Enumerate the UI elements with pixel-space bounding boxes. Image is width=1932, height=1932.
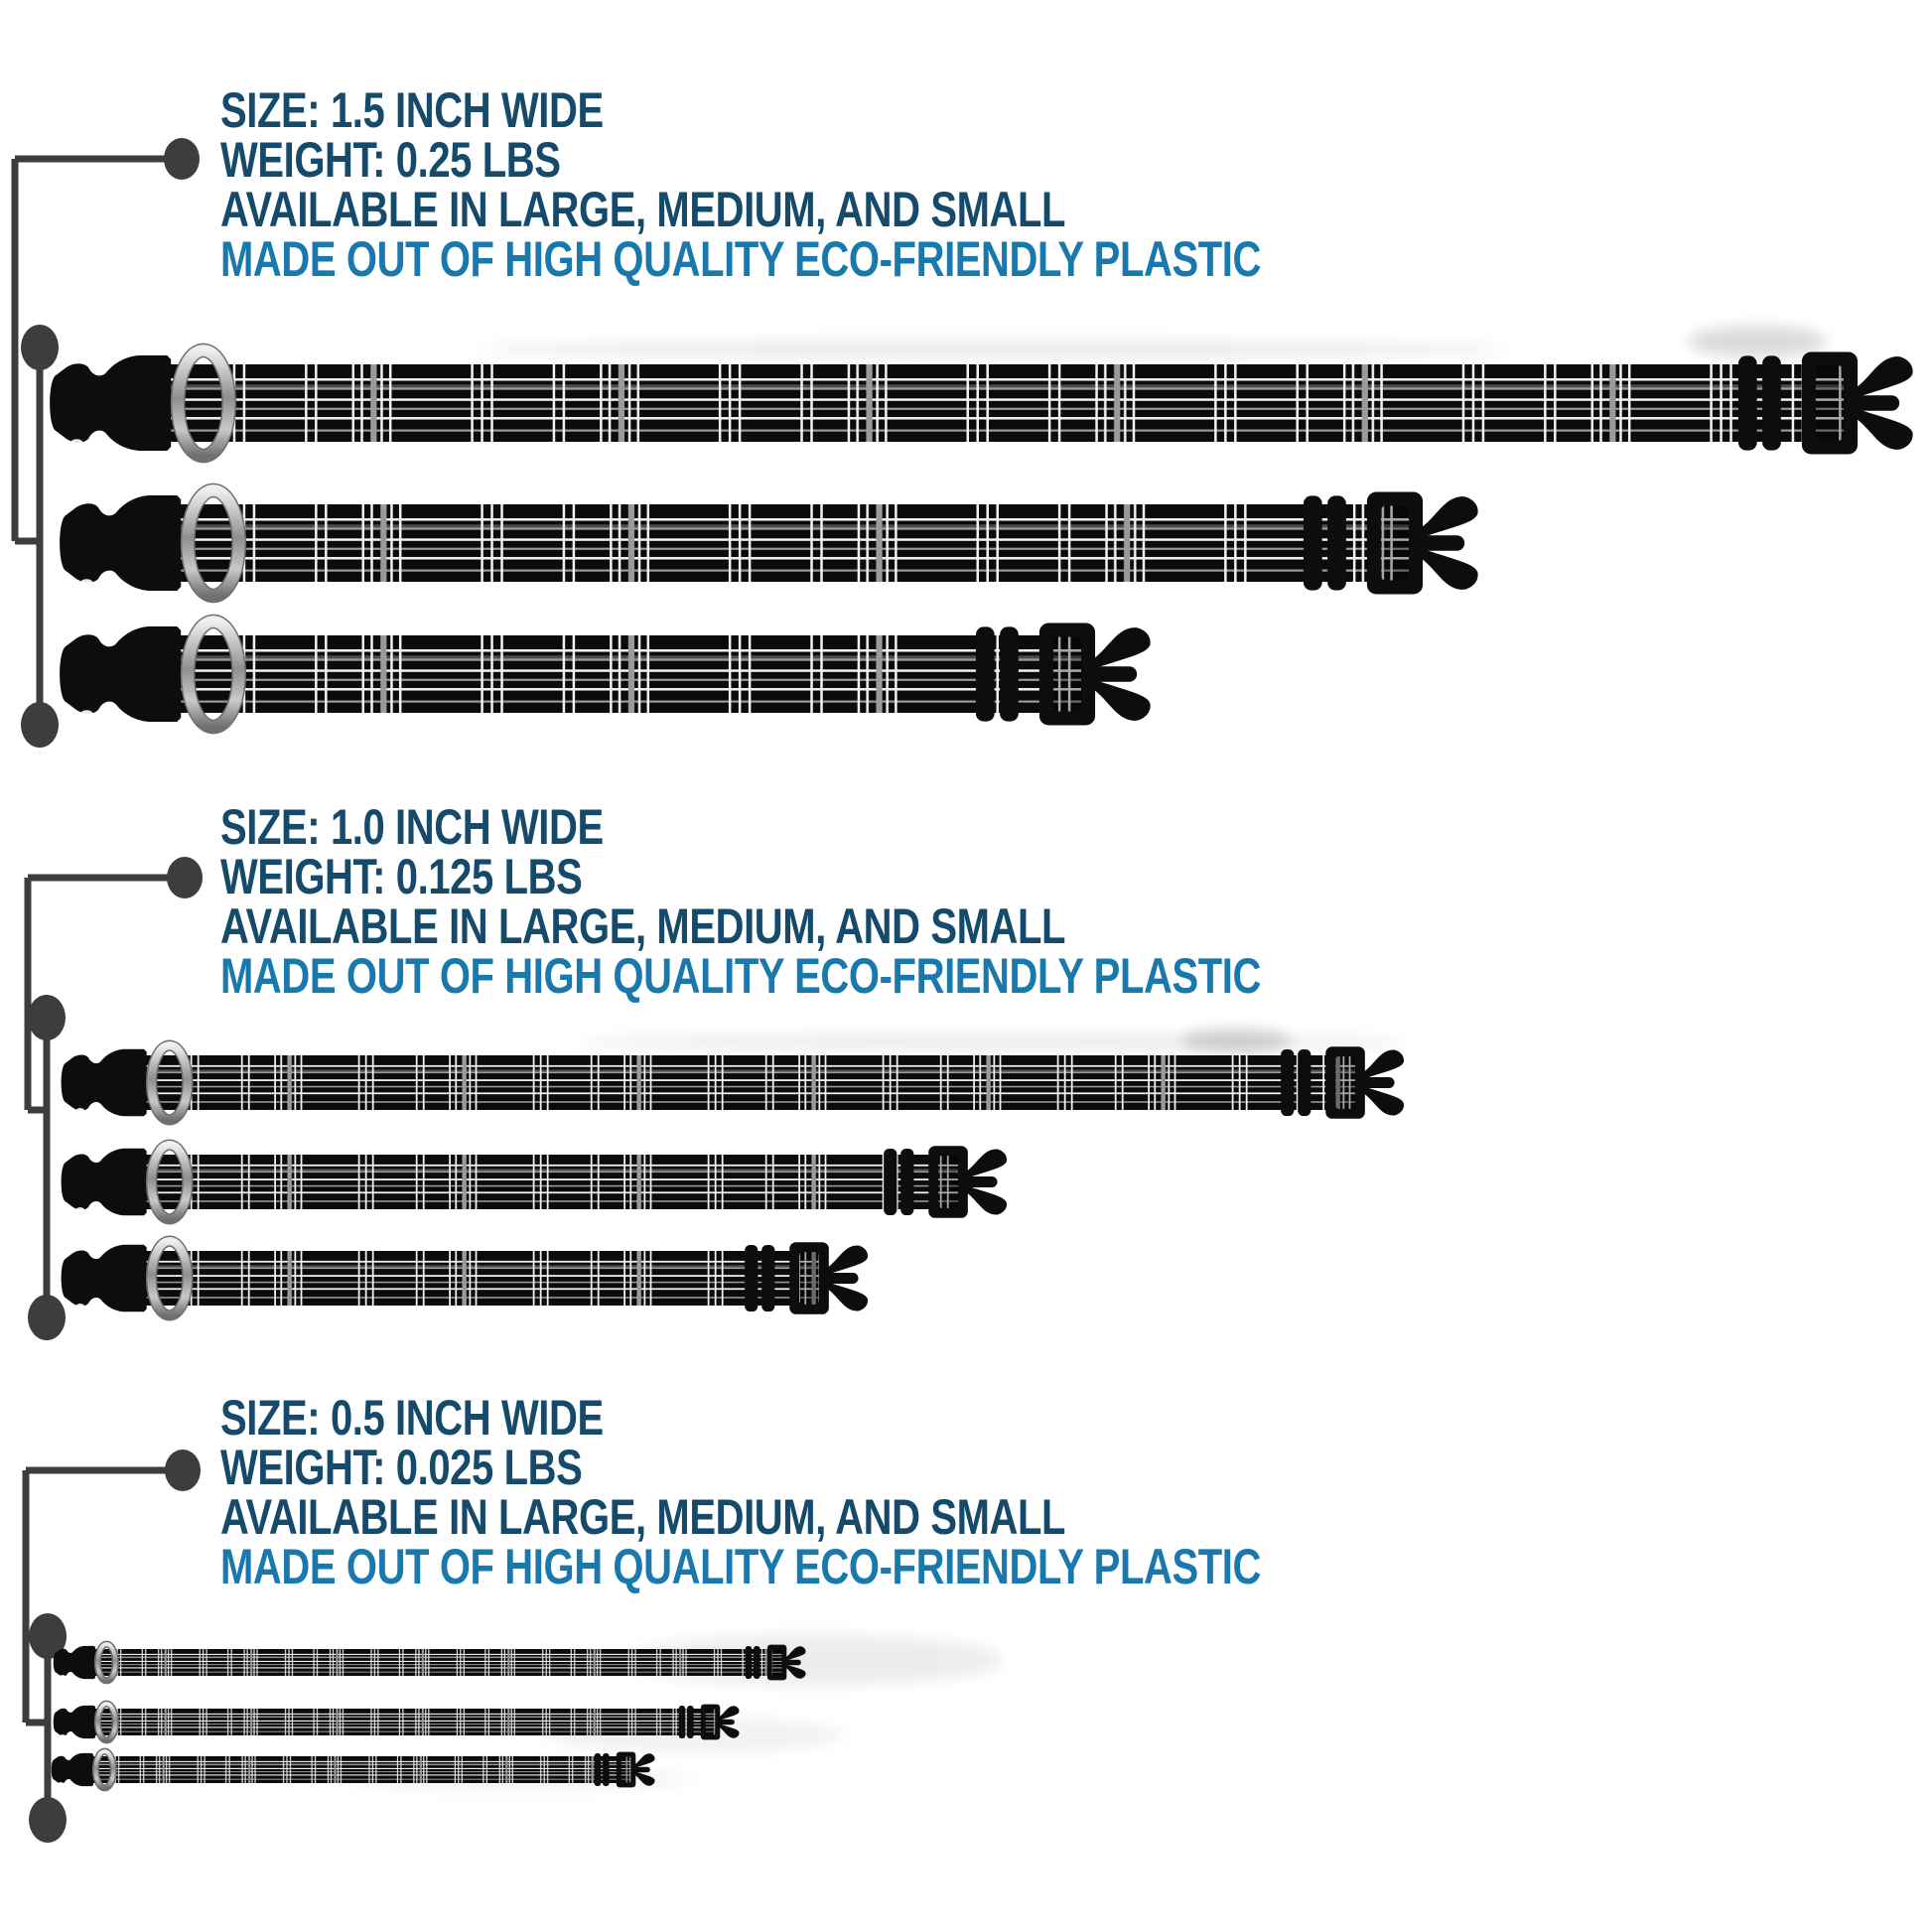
- buckle-female: [62, 1049, 147, 1117]
- weight-label: WEIGHT: 0.25 LBS: [220, 132, 561, 188]
- buckle-notch: [75, 1207, 84, 1213]
- buckle-male-prong: [1417, 547, 1478, 590]
- tri-glide-slider: [976, 626, 995, 721]
- availability-label: AVAILABLE IN LARGE, MEDIUM, AND SMALL: [220, 898, 1066, 954]
- tri-glide-slider: [687, 1706, 693, 1738]
- buckle-male-prong: [1360, 1049, 1404, 1079]
- buckle-male-prong: [1854, 395, 1899, 411]
- buckle-male-prong: [633, 1753, 654, 1768]
- availability-label: AVAILABLE IN LARGE, MEDIUM, AND SMALL: [220, 182, 1066, 237]
- buckle-male-window-shade: [621, 1757, 631, 1783]
- weight-label: WEIGHT: 0.025 LBS: [220, 1440, 583, 1495]
- photo-smudge: [1181, 1028, 1291, 1053]
- buckle-male-window-shade: [1335, 1056, 1355, 1109]
- collar-strap: [80, 1709, 711, 1735]
- buckle-male-window-shade: [938, 1156, 958, 1208]
- collar-medium: [54, 1704, 740, 1740]
- buckle-male-prong: [963, 1149, 1007, 1178]
- buckle-male-window-shade: [1053, 637, 1081, 712]
- buckle-male-prong: [824, 1245, 868, 1275]
- buckle-female: [60, 495, 181, 591]
- collar-strap: [117, 1055, 1347, 1110]
- photo-smudge: [477, 340, 1509, 359]
- tri-glide-slider: [900, 1149, 913, 1215]
- buckle-male-prong: [1419, 535, 1464, 551]
- tri-glide-slider: [1281, 1049, 1294, 1116]
- size-label: SIZE: 1.5 INCH WIDE: [220, 82, 604, 138]
- buckle-male-prong: [634, 1767, 650, 1772]
- buckle-male-prong: [963, 1184, 1007, 1214]
- buckle-male-prong: [1089, 678, 1151, 721]
- buckle-female: [62, 1245, 147, 1312]
- tri-glide-slider: [595, 1753, 601, 1786]
- buckle-male-prong: [1091, 666, 1137, 682]
- bracket-dot: [164, 138, 200, 180]
- buckle-male-prong: [1852, 356, 1913, 399]
- section-0-5-text-block: [220, 1390, 1521, 1594]
- buckle-male-prong: [1852, 407, 1913, 450]
- buckle-female: [62, 1149, 147, 1216]
- buckle-male-window-shade: [799, 1252, 819, 1305]
- buckle-notch: [59, 1782, 63, 1785]
- tri-glide-slider: [1327, 495, 1346, 590]
- buckle-notch: [80, 579, 93, 587]
- buckle-male-window-shade: [772, 1650, 782, 1676]
- buckle-female: [54, 1706, 95, 1738]
- bracket-dot: [21, 702, 59, 748]
- collar-strap: [139, 635, 1070, 713]
- tri-glide-slider: [761, 1245, 774, 1311]
- collar-medium: [60, 490, 1478, 596]
- buckle-female: [52, 1753, 93, 1786]
- buckle-male-prong: [1362, 1077, 1394, 1088]
- buckle-female: [50, 355, 171, 451]
- collar-strap: [129, 364, 1833, 442]
- bracket-dot: [167, 857, 203, 898]
- buckle-notch: [75, 1304, 84, 1310]
- material-label: MADE OUT OF HIGH QUALITY ECO-FRIENDLY PLASTIC: [220, 1539, 1261, 1594]
- collar-small: [52, 1751, 655, 1788]
- tri-glide-slider: [746, 1646, 752, 1679]
- bracket-dot: [29, 1797, 67, 1843]
- size-label: SIZE: 0.5 INCH WIDE: [220, 1390, 604, 1446]
- collar-strap: [78, 1756, 626, 1783]
- collar-large: [54, 1644, 806, 1681]
- collar-strap: [117, 1251, 811, 1306]
- weight-label: WEIGHT: 0.125 LBS: [220, 849, 583, 904]
- bracket-dot: [165, 1449, 201, 1491]
- photo-smudge: [1688, 326, 1827, 357]
- collar-strap: [139, 504, 1398, 582]
- tri-glide-slider: [884, 1149, 897, 1215]
- buckle-male-prong: [719, 1720, 735, 1725]
- tri-glide-slider: [679, 1706, 685, 1738]
- bracket-dot: [28, 995, 66, 1040]
- buckle-male-prong: [785, 1660, 801, 1665]
- availability-label: AVAILABLE IN LARGE, MEDIUM, AND SMALL: [220, 1489, 1066, 1545]
- collar-strap: [117, 1155, 950, 1209]
- buckle-male-prong: [824, 1281, 868, 1311]
- tri-glide-slider: [1298, 1049, 1311, 1116]
- tri-glide-slider: [754, 1646, 759, 1679]
- bracket-dot: [28, 1295, 66, 1340]
- section-1-5-text-block: [220, 82, 1521, 287]
- buckle-notch: [70, 439, 83, 447]
- tri-glide-slider: [603, 1753, 609, 1786]
- buckle-male-prong: [1089, 627, 1151, 670]
- collar-strap: [80, 1649, 777, 1676]
- buckle-male-prong: [1417, 496, 1478, 539]
- buckle-male-window-shade: [706, 1710, 716, 1735]
- material-label: MADE OUT OF HIGH QUALITY ECO-FRIENDLY PLASTIC: [220, 231, 1261, 287]
- collar-small: [62, 1241, 868, 1315]
- size-label: SIZE: 1.0 INCH WIDE: [220, 799, 604, 855]
- buckle-male-prong: [1360, 1085, 1404, 1115]
- buckle-male-window-shade: [1816, 366, 1844, 441]
- buckle-female: [60, 626, 181, 722]
- buckle-notch: [80, 710, 93, 718]
- tri-glide-slider: [1738, 355, 1757, 450]
- bracket-dot: [21, 325, 59, 370]
- collar-large: [50, 350, 1913, 456]
- tri-glide-slider: [745, 1245, 758, 1311]
- buckle-male-prong: [826, 1273, 858, 1284]
- buckle-notch: [75, 1108, 84, 1114]
- tri-glide-slider: [1762, 355, 1781, 450]
- buckle-male-prong: [965, 1176, 997, 1187]
- collar-small: [60, 621, 1151, 727]
- tri-glide-slider: [1000, 626, 1019, 721]
- collar-medium: [62, 1145, 1007, 1219]
- section-1-0-text-block: [220, 799, 1521, 1004]
- material-label: MADE OUT OF HIGH QUALITY ECO-FRIENDLY PLASTIC: [220, 948, 1261, 1004]
- buckle-female: [54, 1646, 95, 1679]
- buckle-notch: [61, 1734, 65, 1737]
- buckle-male-window-shade: [1381, 506, 1409, 581]
- tri-glide-slider: [1304, 495, 1322, 590]
- collar-large: [62, 1045, 1404, 1120]
- buckle-notch: [61, 1675, 65, 1678]
